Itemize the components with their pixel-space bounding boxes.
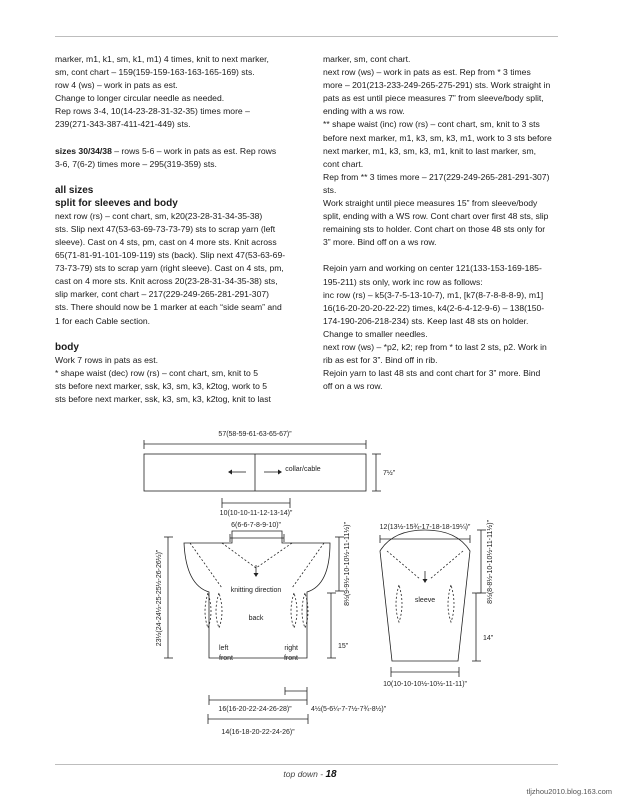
text-line: slip marker, cont chart – 217(229-249-265-281-291-307)	[55, 289, 270, 300]
text-line: Rep rows 3-4, 10(14-23-28-31-32-35) times more –	[55, 106, 250, 117]
collar-label: collar/cable	[285, 466, 321, 473]
text-line: remaining sts to holder. Cont chart on those 48 sts only for	[323, 224, 546, 235]
sleeve-outline	[380, 530, 470, 661]
text-line: rib as est for 3”. Bind off in rib.	[323, 355, 438, 366]
waist-width-label: 14(16-18-20-22-24-26)”	[221, 729, 295, 736]
text-line: cast on 4 more sts. Knit across 20(23-28-31-34-35-38) sts,	[55, 276, 278, 287]
text-line: Rejoin yarn to last 48 sts and cont chart for 3” more. Bind	[323, 368, 541, 379]
sleeve-label: sleeve	[414, 597, 436, 604]
text-line: before next marker, m1, k3, sm, k3, m1, work to 3 sts before	[323, 132, 552, 143]
text-line: Work 7 rows in pats as est.	[55, 354, 159, 365]
text-line: next row (ws) – work in pats as est. Rep from * 3 times	[323, 67, 531, 78]
text-line: split, ending with a WS row. Cont chart over first 48 sts, slip	[323, 211, 549, 222]
text-line: sts.	[323, 184, 337, 195]
text-line: off on a ws row.	[323, 381, 383, 392]
text-line: inc row (rs) – k5(3-7-5-13-10-7), m1, [k7(8-7-8-8-8-9), m1]	[323, 289, 544, 300]
yoke-depth-label: 8½(9-9½-10-10½-11-11½)”	[344, 522, 351, 606]
collar-bottom-label: 10(10-10-11-12-13-14)”	[219, 510, 293, 517]
text-line: 174-190-206-218-234) sts. Keep last 48 sts on holder.	[323, 315, 529, 326]
body-outline	[184, 531, 330, 658]
text-line: Change to smaller needles.	[323, 328, 428, 339]
text-line: cont chart.	[323, 158, 364, 169]
sizes-text: – rows 5-6 – work in pats as est. Rep rows	[111, 145, 277, 156]
body-heading: body	[55, 341, 79, 353]
text-line: Change to longer circular needle as needed.	[55, 93, 225, 104]
front-overlap-label: 4½(5-6¼-7-7½-7¾-8½)”	[311, 706, 387, 713]
watermark: tljzhou2010.blog.163.com	[526, 787, 612, 796]
text-line: Rep from ** 3 times more – 217(229-249-265-281-291-307)	[323, 171, 550, 182]
right-front-label-1: right	[284, 645, 298, 652]
text-line: row 4 (ws) – work in pats as est.	[55, 80, 178, 91]
text-line: next row (ws) – *p2, k2; rep from * to last 2 sts, p2. Work in	[323, 341, 547, 352]
sleeve-top-label: 12(13½-15¾-17-18-18-19¼)”	[379, 524, 471, 531]
text-line: marker, m1, k1, sm, k1, m1) 4 times, knit to next marker,	[55, 54, 269, 64]
split-heading: split for sleeves and body	[55, 197, 178, 209]
text-line: marker, sm, cont chart.	[323, 54, 411, 64]
text-line: next row (rs) – cont chart, sm, k20(23-28-31-34-35-38)	[55, 210, 263, 221]
text-line: 3-6, 7(6-2) times more – 295(319-359) sts.	[55, 158, 217, 169]
hem-width-label: 16(16-20-22-24-26-28)”	[218, 706, 292, 713]
sizes-label: sizes 30/34/38	[55, 145, 112, 156]
text-line: 65(71-81-91-101-109-119) sts (back). Slip next 47(53-63-69-	[55, 250, 286, 261]
right-front-label-2: front	[283, 655, 298, 662]
page-footer	[0, 769, 620, 780]
text-line: sts. There should now be 1 marker at each “side seam” and	[55, 302, 282, 313]
text-line: next marker, m1, k3, sm, k3, m1, knit to last marker, sm,	[323, 145, 536, 156]
text-line: Rejoin yarn and working on center 121(133-153-169-185-	[323, 263, 542, 274]
body-length-label: 15”	[338, 643, 349, 650]
text-line: 195-211) sts only, work inc row as follows:	[323, 276, 483, 287]
neck-width-label: 6(6-6-7-8-9-10)”	[231, 522, 281, 529]
footer-separator: -	[317, 769, 326, 779]
back-label: back	[248, 615, 264, 622]
knitting-direction-label: knitting direction	[230, 587, 282, 594]
text-line: sts before next marker, ssk, k3, sm, k3, k2tog, knit to last	[55, 393, 271, 404]
text-line: sts before next marker, ssk, k3, sm, k3, k2tog, work to 5	[55, 380, 268, 391]
text-line: more – 201(213-233-249-265-275-291) sts. Work straight in	[323, 80, 551, 91]
text-line: pats as est until piece measures 7” from sleeve/body split,	[323, 93, 544, 104]
text-line: 73-73-79) sts to scrap yarn (right sleeve). Cast on 4 sts, pm,	[55, 263, 284, 274]
collar-height-label: 7½”	[383, 470, 396, 477]
text-line: 1 for each Cable section.	[55, 315, 151, 326]
left-front-label-1: left	[219, 645, 229, 652]
body-schematic	[164, 531, 344, 724]
text-line: 239(271-343-387-411-421-449) sts.	[55, 119, 191, 130]
text-line: sts. Slip next 47(53-63-69-73-73-79) sts to scrap yarn (left	[55, 223, 276, 234]
footer-section: top down	[283, 769, 318, 779]
text-line: ** shape waist (inc) row (rs) – cont chart, sm, knit to 3 sts	[323, 119, 540, 130]
collar-width-label: 57(58-59-61-63-65-67)”	[218, 431, 292, 438]
text-line: * shape waist (dec) row (rs) – cont chart, sm, knit to 5	[55, 367, 258, 378]
cuff-width-label: 10(10-10-10½-10½-11-11)”	[383, 681, 467, 688]
text-line: ending with a ws row.	[323, 106, 405, 117]
text-line: Work straight until piece measures 15” from sleeve/body	[323, 198, 538, 209]
text-line: sm, cont chart – 159(159-159-163-163-165-169) sts.	[55, 67, 255, 78]
sleeve-cap-label: 8½(8-8½-10-10½-11-11½)”	[487, 520, 494, 604]
text-line: sleeve). Cast on 4 sts, pm, cast on 4 more sts. Knit across	[55, 236, 277, 247]
text-line: 3” more. Bind off on a ws row.	[323, 237, 437, 248]
collar-schematic	[144, 440, 381, 508]
bottom-rule	[55, 764, 558, 765]
page-number: 18	[325, 769, 337, 780]
text-line: 16(16-20-20-20-22-22) times, k4(2-6-4-12-9-6) – 138(150-	[323, 302, 545, 313]
sleeve-dart-marks	[387, 551, 463, 622]
all-sizes-heading: all sizes	[55, 184, 94, 196]
sleeve-length-label: 14”	[483, 635, 494, 642]
left-front-label-2: front	[219, 655, 234, 662]
total-length-label: 23½(24-24½-25-25½-26-26½)”	[156, 549, 163, 647]
